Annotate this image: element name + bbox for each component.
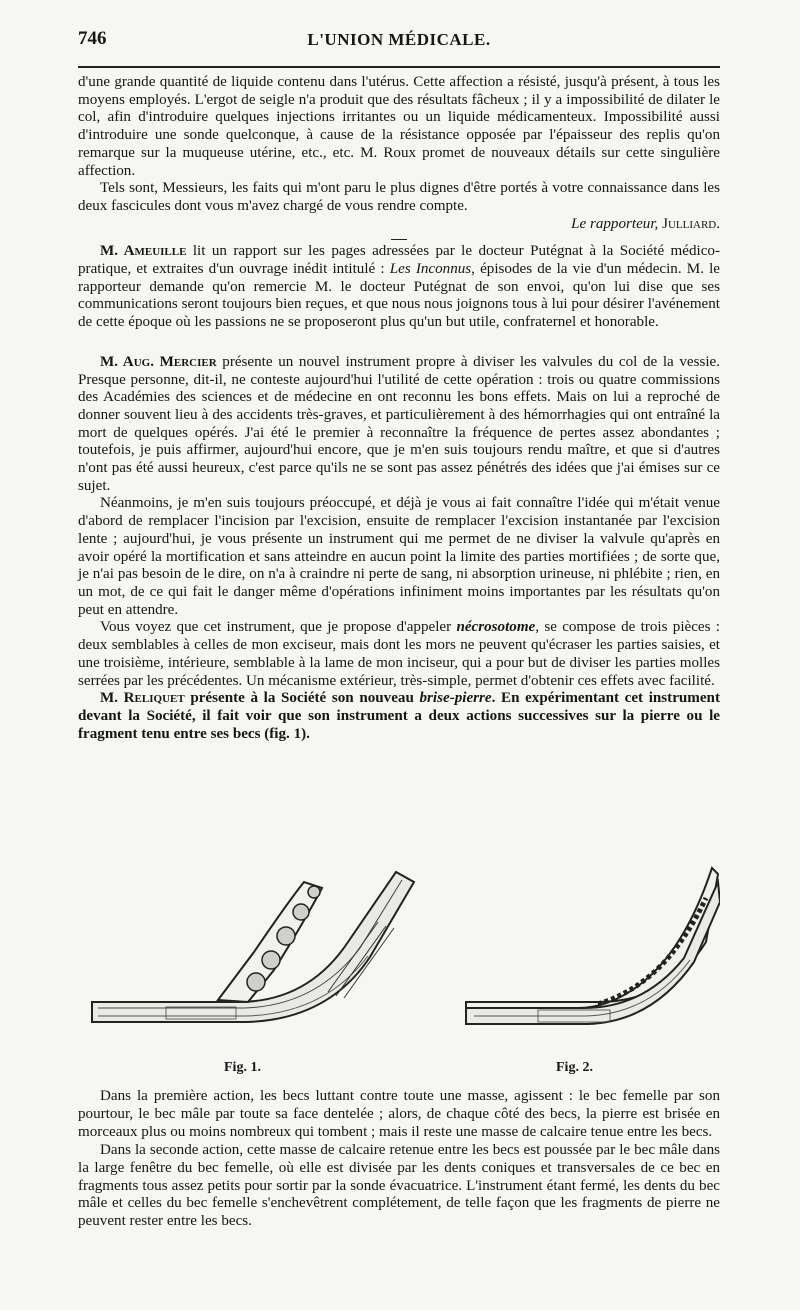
term-brise-pierre: brise-pierre: [419, 690, 492, 707]
fig1-lithotrite-drawing: [92, 872, 414, 1022]
fig2-caption: Fig. 2.: [556, 1060, 593, 1075]
paragraph-second-action: Dans la seconde action, cette masse de calcaire retenue entre les becs est poussée par le bec mâle dans la large fenêtre du bec femelle, où elle est divisée par les dents coniques et transversales de ce bec en fragments tous assez petits pour sortir par la sonde évacuatrice. L'instrument étant fermé, les dents du bec mâle et celles du bec femelle s'enchevêtrent complétement, de telle façon que les fragments de pierre ne peuvent rester entre les becs.: [78, 1141, 720, 1230]
figures-block: [78, 862, 720, 1080]
lithotrite-illustrations: [78, 862, 720, 1062]
mercier-3b: , se compose de trois pièces : deux semblables à celles de mon exciseur, mais dont les mors ne peuvent qu'écraser les parties saisies, et une troisième, intérieure, semblable à la lame de mon inciseur, qui a pour but de diviser les parties molles serrées par les précédentes. Un mécanisme extérieur, très-simple, permet d'obtenir ces effets avec facilité.: [78, 619, 720, 689]
speaker-reliquet: M. Reliquet: [100, 690, 185, 707]
signature-name: Julliard.: [662, 215, 720, 232]
page-header: [78, 28, 720, 56]
section-divider: [391, 239, 407, 240]
paragraph-first-action: Dans la première action, les becs luttant contre toute une masse, agissent : le bec femelle par son pourtour, le bec mâle par toute sa face dentelée ; alors, de chaque côté des becs, la pierre est brisée en morceaux plus ou moins nombreux qui tombent ; mais il reste une masse de calcaire tenue entre les becs.: [78, 1088, 720, 1140]
paragraph-mercier-2: Néanmoins, je m'en suis toujours préoccupé, et déjà je vous ai fait connaître l'idée qui m'était venue d'abord de remplacer l'incision par l'excision, ensuite de remplacer l'excision instantanée par l'excision lente ; aujourd'hui, je vous présente un instrument qui me permet de ne diviser la valvule qu'après en avoir opéré la mortification et sans atteindre en aucun point la limite des parties mortifiées ; de sorte que, je n'ai pas besoin de le dire, on n'a à craindre ni perte de sang, ni absorption urineuse, ni phlébite ; rien, en un mot, de ce qui fait le danger même d'opérations infiniment moins importantes par les résultats qu'on peut en attendre.: [78, 495, 720, 618]
mercier-text: présente un nouvel instrument propre à diviser les valvules du col de la vessie. Presque personne, dit-il, ne conteste aujourd'hui l'utilité de cette opération : trois ou quatre commissions des Académies des sciences et de médecine en ont reconnu les bons effets. Mais on lui a reproché de donner souvent lieu à des accidents très-graves, et particulièrement à des hémorrhagies qui ont entraîné la mort de quelques opérés. J'ai été le premier à reconnaître la fréquence de pertes assez abondantes ; toutefois, je puis affirmer, aujourd'hui encore, que je m'en suis toujours rendu maître, et que si d'autres n'ont pas été aussi heureux, c'est parce qu'ils ne se sont pas assez pénétrés des idées que j'ai émises sur ce sujet.: [78, 353, 720, 494]
page-number: 746: [78, 28, 107, 49]
running-head: L'UNION MÉDICALE.: [307, 30, 491, 49]
mercier-3a: Vous voyez que cet instrument, que je propose d'appeler: [100, 619, 457, 636]
reliquet-text-2: . En expérimentant cet instrument devant la Société, il fait voir que son instrument a deux actions successives sur la pierre ou le fragment tenu entre ses becs (fig. 1).: [78, 690, 720, 742]
fig2-lithotrite-drawing: [466, 868, 720, 1024]
paragraph-mercier-3: [78, 619, 720, 690]
paragraph-mercier: [78, 354, 720, 496]
reliquet-text-1: présente à la Société son nouveau: [184, 690, 420, 707]
term-necrosotome: nécrosotome: [456, 619, 536, 636]
article-body-bottom: [78, 1088, 720, 1231]
ameuille-text-1: lit un rapport sur les pages adressées par le docteur Putégnat à la Société médico-pratique, et extraites d'un ouvrage inédit intitulé :: [78, 243, 720, 278]
fig1-caption: Fig. 1.: [224, 1060, 261, 1075]
signature-line: [78, 216, 720, 234]
paragraph-uterus-case: d'une grande quantité de liquide contenu dans l'utérus. Cette affection a résisté, jusqu'à présent, à tous les moyens employés. L'ergot de seigle n'a produit que des résultats fâcheux ; il y a impossibilité de dilater le col, afin d'introduire quelques injections irritantes ou un liquide médicamenteux. Impossibilité aussi d'introduire une sonde quelconque, à cause de la résistance opposée par l'épaisseur des replis qu'on remarque sur la muqueuse utérine, etc., etc. M. Roux promet de nouveaux détails sur cette singulière affection.: [78, 74, 720, 179]
paragraph-ameuille: [78, 243, 720, 332]
signature-role: Le rapporteur,: [571, 215, 659, 232]
speaker-mercier: M. Aug. Mercier: [100, 353, 217, 370]
article-body-top: [78, 74, 720, 743]
ameuille-text-2: , épisodes de la vie d'un médecin. M. le rapporteur demande qu'on remercie M. le docteur Putégnat de son envoi, qu'on lui dise que ses communications seront toujours bien reçues, et que nous nous joignons tous à lui pour désirer l'avénement de cette époque où les passions ne se proposeront plus qu'un but utile, confraternel et honorable.: [78, 261, 721, 331]
header-rule: [78, 66, 720, 68]
book-title: Les Inconnus: [389, 261, 472, 278]
paragraph-reliquet: [78, 690, 720, 743]
speaker-ameuille: M. Ameuille: [100, 243, 187, 260]
paragraph-conclusion: Tels sont, Messieurs, les faits qui m'ont paru le plus dignes d'être portés à votre connaissance dans les deux fascicules dont vous m'avez chargé de vous rendre compte.: [78, 180, 720, 214]
